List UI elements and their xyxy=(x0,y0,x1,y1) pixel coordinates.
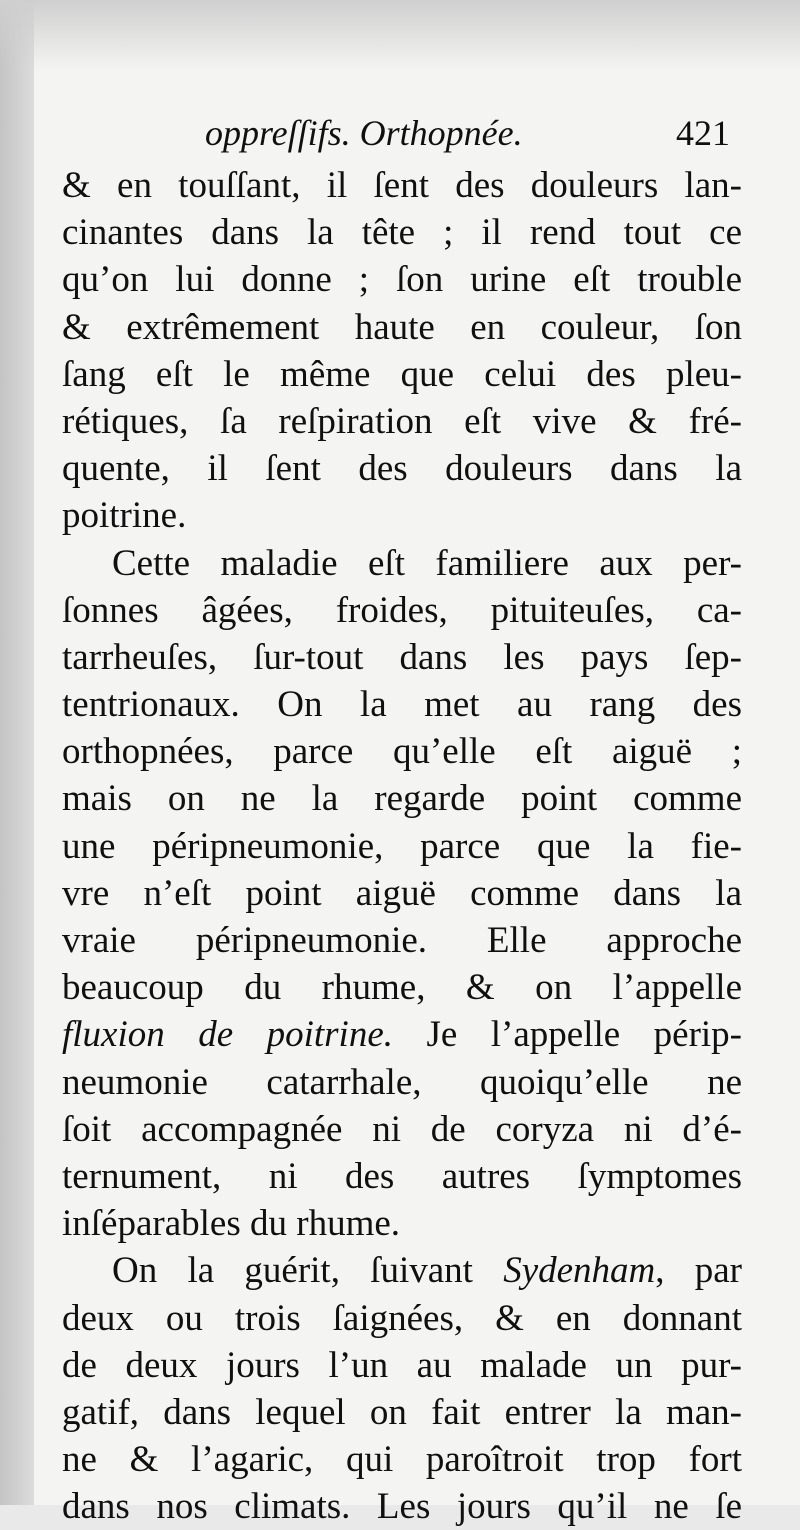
text-line: deux ou trois ſaignées, & en donnant xyxy=(62,1297,742,1339)
text-line: qu’on lui donne ; ſon urine eſt trouble xyxy=(62,259,742,301)
page-header xyxy=(205,108,730,158)
text-line: & extrêmement haute en couleur, ſon xyxy=(62,306,742,348)
text-line: ne & l’agaric, qui paroîtroit trop fort xyxy=(62,1439,742,1481)
text-line: une péripneumonie, parce que la fie- xyxy=(62,825,742,867)
text-line: vre n’eſt point aiguë comme dans la xyxy=(62,872,742,914)
text-line: quente, il ſent des douleurs dans la xyxy=(62,448,742,490)
text-line xyxy=(62,1011,742,1058)
text-line: beaucoup du rhume, & on l’appelle xyxy=(62,967,742,1009)
page-number: 421 xyxy=(676,113,730,153)
text-line: poitrine. xyxy=(62,495,187,537)
body-text xyxy=(62,162,742,1530)
text-line: & en touſſant, il ſent des douleurs lan- xyxy=(62,165,742,206)
text-line: tarrheuſes, ſur-tout dans les pays ſep- xyxy=(62,636,742,678)
text-line: tentrionaux. On la met au rang des xyxy=(62,684,742,726)
text-line: neumonie catarrhale, quoiqu’elle ne xyxy=(62,1061,742,1103)
italic-phrase: fluxion de poitrine. xyxy=(62,1014,394,1056)
text-line: orthopnées, parce qu’elle eſt aiguë ; xyxy=(62,731,742,773)
line-rest: , par xyxy=(655,1250,742,1292)
text-line xyxy=(62,1247,742,1294)
text-line: ſonnes âgées, froides, pituiteuſes, ca- xyxy=(62,589,742,631)
text-line: ſang eſt le même que celui des pleu- xyxy=(62,353,742,395)
text-line: mais on ne la regarde point comme xyxy=(62,778,742,820)
text-line: Cette maladie eſt familiere aux per- xyxy=(112,542,742,584)
text-line: inſéparables du rhume. xyxy=(62,1203,401,1245)
text-line: cinantes dans la tête ; il rend tout ce xyxy=(62,212,742,254)
text-line: rétiques, ſa reſpiration eſt vive & fré- xyxy=(62,400,742,442)
text-line: ternument, ni des autres ſymptomes xyxy=(62,1155,742,1197)
running-title: oppreſſifs. Orthopnée. xyxy=(205,113,523,153)
text-line: ſoit accompagnée ni de coryza ni d’é- xyxy=(62,1108,742,1150)
text-line: vraie péripneumonie. Elle approche xyxy=(62,920,742,961)
line-rest: Je l’appelle périp- xyxy=(393,1014,742,1056)
text-line: de deux jours l’un au malade un pur- xyxy=(62,1344,742,1386)
italic-name: Sydenham xyxy=(503,1250,656,1292)
text-line: dans nos climats. Les jours qu’il ne ſe xyxy=(62,1486,742,1528)
line-start: On la guérit, ſuivant xyxy=(112,1250,504,1292)
page-top-shadow xyxy=(0,0,800,70)
text-line: gatif, dans lequel on fait entrer la man- xyxy=(62,1391,742,1433)
